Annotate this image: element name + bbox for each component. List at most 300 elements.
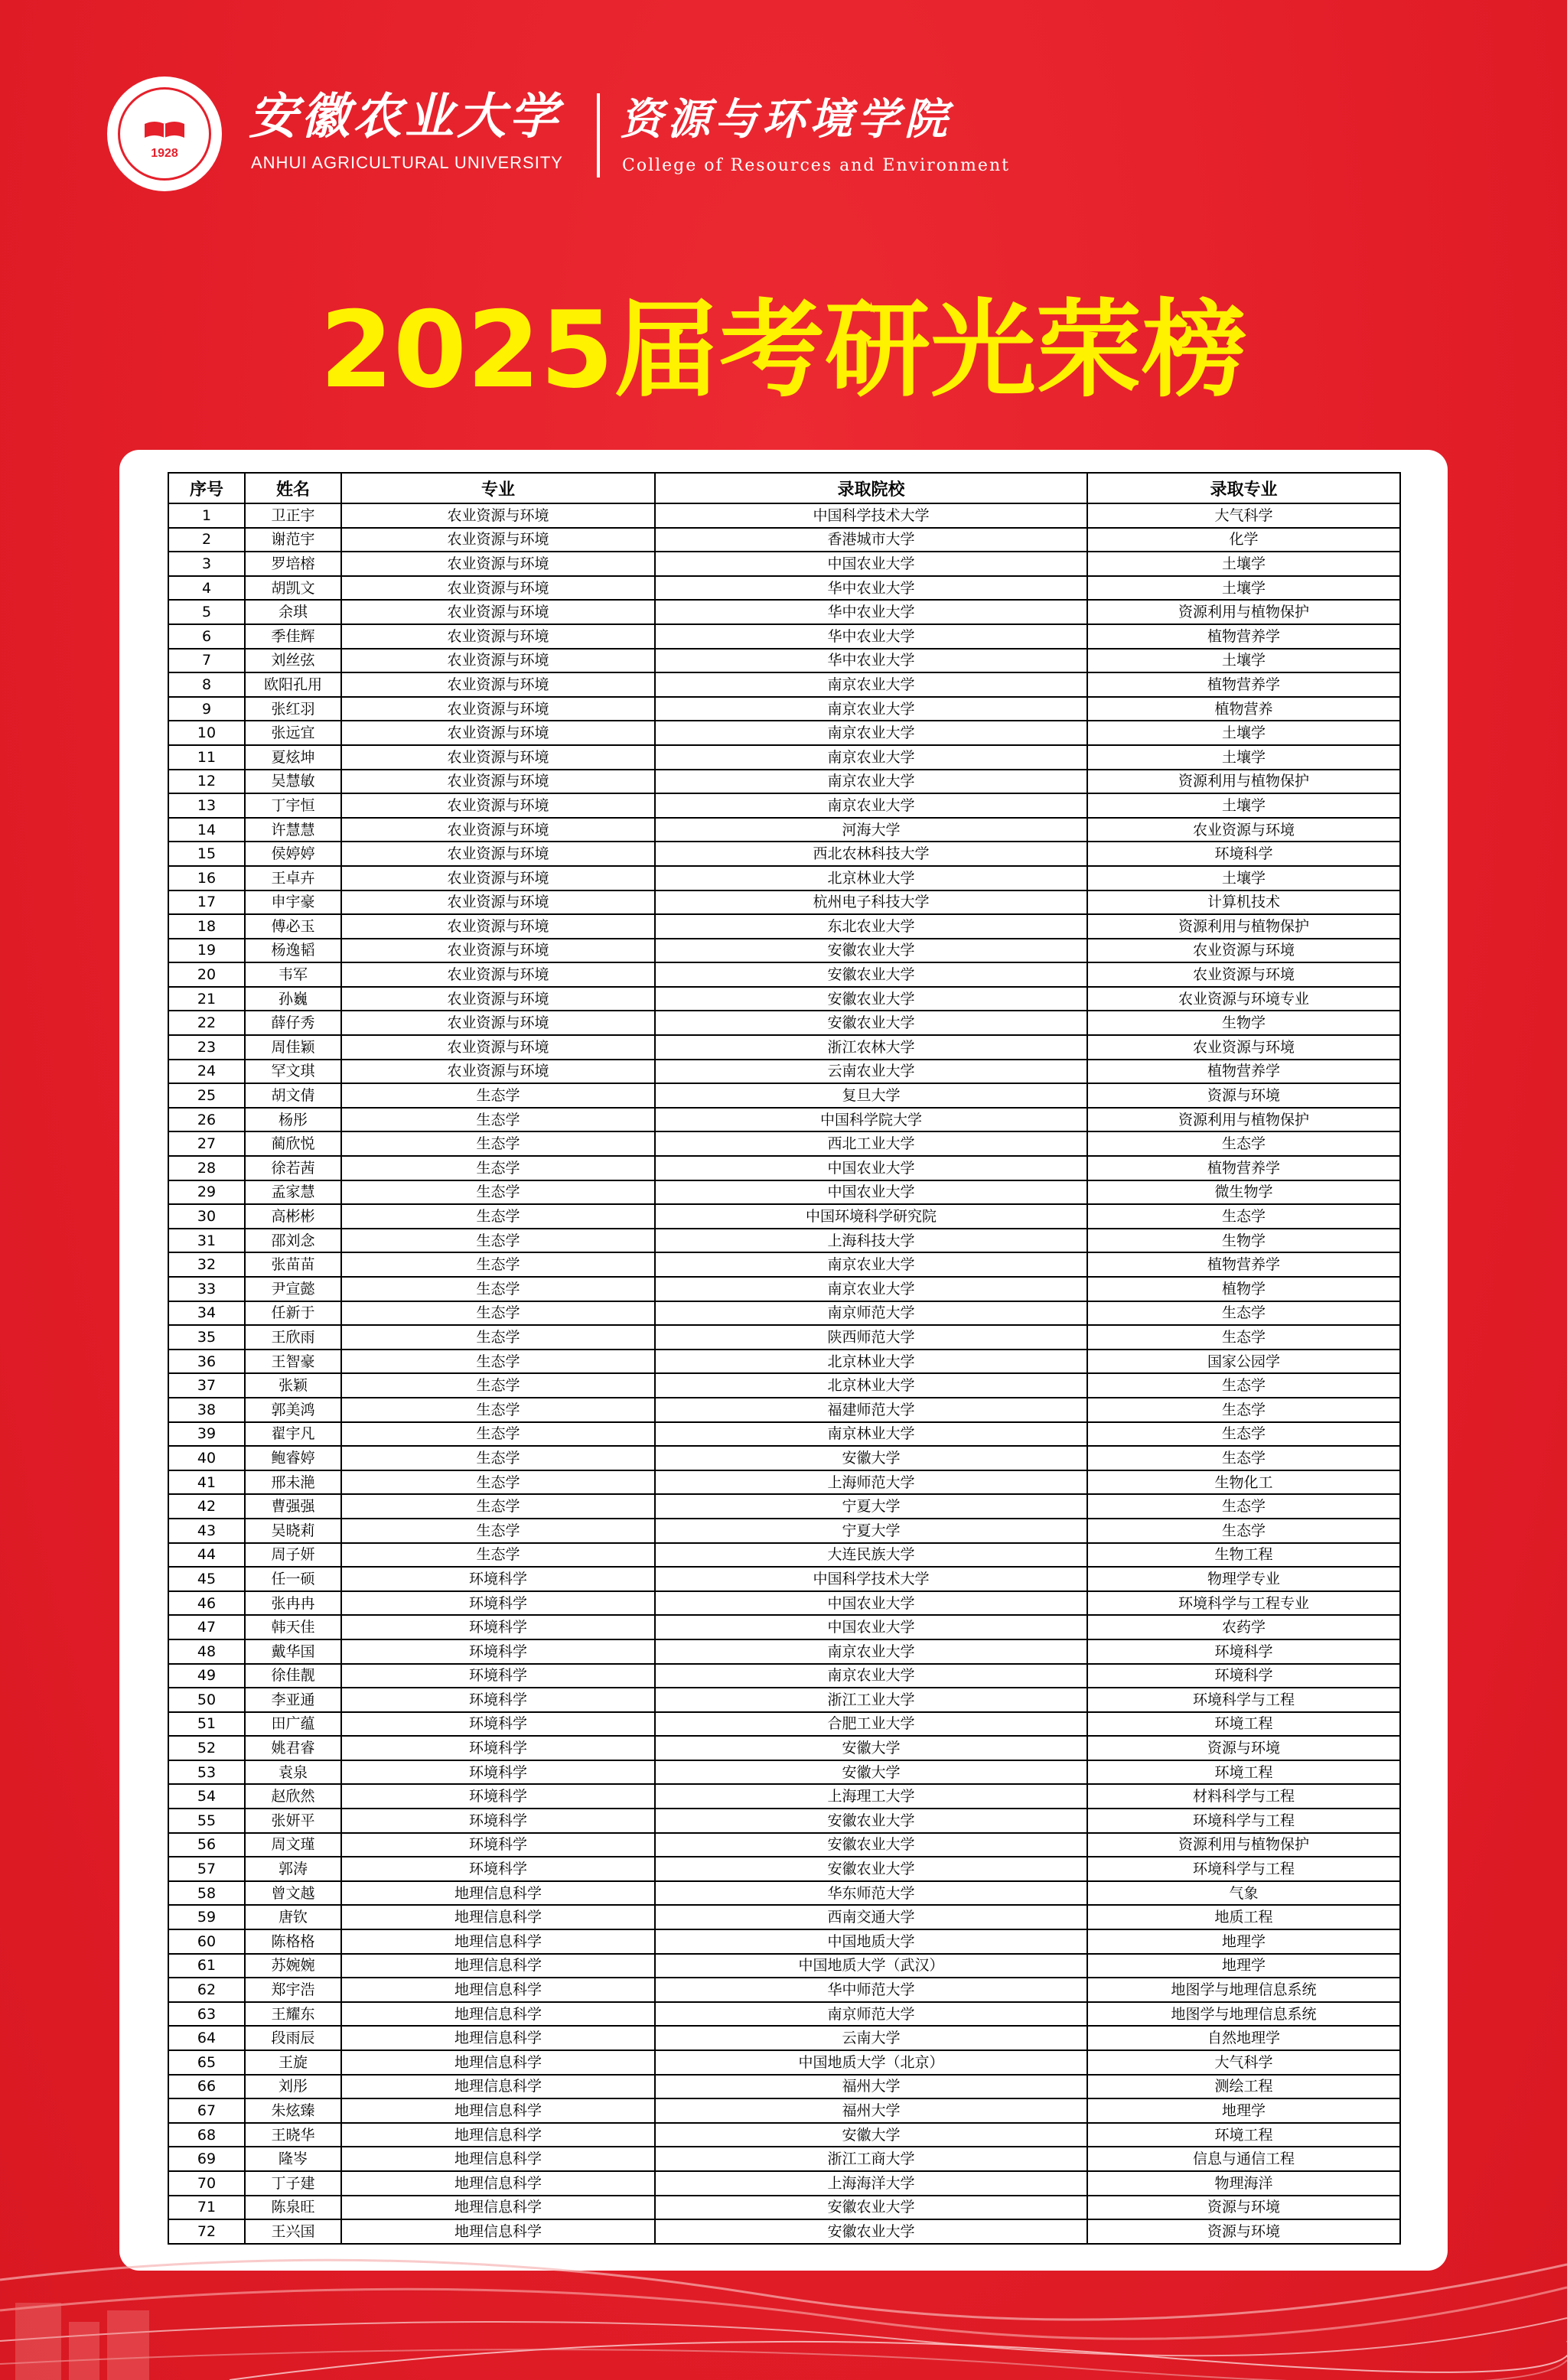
table-row bbox=[168, 1422, 1400, 1447]
cell-major: 农业资源与环境 bbox=[341, 793, 655, 818]
cell-admitted-school: 南京农业大学 bbox=[655, 1639, 1087, 1664]
cell-student-name: 赵欣然 bbox=[245, 1784, 341, 1809]
cell-major: 生态学 bbox=[341, 1229, 655, 1253]
cell-student-name: 苏婉婉 bbox=[245, 1954, 341, 1978]
table-row bbox=[168, 1060, 1400, 1084]
cell-admitted-major: 大气科学 bbox=[1087, 2050, 1400, 2075]
table-row bbox=[168, 1833, 1400, 1857]
cell-major: 地理信息科学 bbox=[341, 2171, 655, 2196]
cell-index: 10 bbox=[168, 721, 245, 745]
cell-admitted-major: 农业资源与环境 bbox=[1087, 818, 1400, 842]
cell-index: 16 bbox=[168, 866, 245, 890]
cell-index: 72 bbox=[168, 2219, 245, 2244]
table-row bbox=[168, 1446, 1400, 1470]
cell-index: 8 bbox=[168, 672, 245, 697]
cell-index: 25 bbox=[168, 1083, 245, 1108]
cell-index: 34 bbox=[168, 1301, 245, 1326]
cell-index: 69 bbox=[168, 2147, 245, 2171]
cell-student-name: 王欣雨 bbox=[245, 1325, 341, 1350]
cell-major: 地理信息科学 bbox=[341, 1929, 655, 1954]
table-row bbox=[168, 1712, 1400, 1737]
cell-index: 36 bbox=[168, 1350, 245, 1374]
cell-major: 环境科学 bbox=[341, 1664, 655, 1688]
cell-major: 农业资源与环境 bbox=[341, 745, 655, 770]
cell-major: 生态学 bbox=[341, 1131, 655, 1156]
cell-major: 农业资源与环境 bbox=[341, 624, 655, 649]
cell-admitted-major: 土壤学 bbox=[1087, 745, 1400, 770]
cell-admitted-major: 资源利用与植物保护 bbox=[1087, 1833, 1400, 1857]
cell-admitted-school: 南京农业大学 bbox=[655, 793, 1087, 818]
cell-major: 地理信息科学 bbox=[341, 1954, 655, 1978]
cell-student-name: 许慧慧 bbox=[245, 818, 341, 842]
cell-major: 农业资源与环境 bbox=[341, 866, 655, 890]
cell-student-name: 姚君睿 bbox=[245, 1736, 341, 1760]
cell-student-name: 张远宜 bbox=[245, 721, 341, 745]
cell-major: 农业资源与环境 bbox=[341, 672, 655, 697]
table-row bbox=[168, 1325, 1400, 1350]
cell-index: 65 bbox=[168, 2050, 245, 2075]
cell-student-name: 张冉冉 bbox=[245, 1591, 341, 1616]
cell-admitted-major: 生态学 bbox=[1087, 1301, 1400, 1326]
cell-major: 环境科学 bbox=[341, 1857, 655, 1881]
cell-index: 14 bbox=[168, 818, 245, 842]
cell-index: 67 bbox=[168, 2098, 245, 2123]
cell-admitted-school: 南京农业大学 bbox=[655, 1252, 1087, 1277]
cell-index: 70 bbox=[168, 2171, 245, 2196]
cell-student-name: 张颖 bbox=[245, 1373, 341, 1398]
cell-student-name: 刘丝弦 bbox=[245, 649, 341, 673]
university-name-cn: 安徽农业大学 bbox=[249, 88, 561, 145]
cell-student-name: 刘彤 bbox=[245, 2075, 341, 2099]
cell-admitted-major: 植物学 bbox=[1087, 1277, 1400, 1301]
cell-admitted-school: 华中师范大学 bbox=[655, 1978, 1087, 2002]
cell-index: 20 bbox=[168, 962, 245, 987]
cell-admitted-major: 资源利用与植物保护 bbox=[1087, 600, 1400, 624]
cell-major: 农业资源与环境 bbox=[341, 914, 655, 939]
cell-index: 63 bbox=[168, 2002, 245, 2027]
cell-major: 环境科学 bbox=[341, 1639, 655, 1664]
cell-admitted-major: 化学 bbox=[1087, 528, 1400, 552]
cell-admitted-major: 计算机技术 bbox=[1087, 890, 1400, 915]
cell-admitted-school: 南京农业大学 bbox=[655, 697, 1087, 721]
cell-major: 生态学 bbox=[341, 1252, 655, 1277]
cell-major: 地理信息科学 bbox=[341, 2026, 655, 2050]
cell-student-name: 周文瑾 bbox=[245, 1833, 341, 1857]
cell-student-name: 陈格格 bbox=[245, 1929, 341, 1954]
cell-index: 26 bbox=[168, 1108, 245, 1132]
cell-admitted-school: 安徽农业大学 bbox=[655, 1011, 1087, 1035]
cell-student-name: 任一硕 bbox=[245, 1567, 341, 1591]
cell-student-name: 王兴国 bbox=[245, 2219, 341, 2244]
cell-index: 56 bbox=[168, 1833, 245, 1857]
table-row bbox=[168, 1131, 1400, 1156]
cell-admitted-school: 安徽农业大学 bbox=[655, 1833, 1087, 1857]
college-name-cn: 资源与环境学院 bbox=[620, 94, 952, 145]
cell-admitted-major: 生态学 bbox=[1087, 1422, 1400, 1447]
cell-admitted-major: 环境工程 bbox=[1087, 1712, 1400, 1737]
table-row bbox=[168, 1954, 1400, 1978]
cell-student-name: 戴华国 bbox=[245, 1639, 341, 1664]
cell-admitted-major: 农业资源与环境 bbox=[1087, 962, 1400, 987]
cell-admitted-major: 地图学与地理信息系统 bbox=[1087, 2002, 1400, 2027]
cell-major: 农业资源与环境 bbox=[341, 697, 655, 721]
cell-admitted-school: 浙江农林大学 bbox=[655, 1035, 1087, 1060]
cell-major: 生态学 bbox=[341, 1301, 655, 1326]
table-row bbox=[168, 1470, 1400, 1495]
cell-admitted-major: 气象 bbox=[1087, 1881, 1400, 1906]
table-row bbox=[168, 576, 1400, 601]
cell-admitted-major: 环境科学 bbox=[1087, 842, 1400, 866]
cell-admitted-major: 资源利用与植物保护 bbox=[1087, 914, 1400, 939]
cell-admitted-school: 南京师范大学 bbox=[655, 2002, 1087, 2027]
cell-index: 46 bbox=[168, 1591, 245, 1616]
cell-admitted-school: 陕西师范大学 bbox=[655, 1325, 1087, 1350]
cell-major: 地理信息科学 bbox=[341, 2002, 655, 2027]
cell-index: 48 bbox=[168, 1639, 245, 1664]
cell-major: 农业资源与环境 bbox=[341, 1035, 655, 1060]
cell-index: 37 bbox=[168, 1373, 245, 1398]
table-row bbox=[168, 2098, 1400, 2123]
cell-student-name: 李亚通 bbox=[245, 1688, 341, 1712]
cell-major: 生态学 bbox=[341, 1325, 655, 1350]
cell-index: 27 bbox=[168, 1131, 245, 1156]
cell-admitted-major: 生态学 bbox=[1087, 1325, 1400, 1350]
cell-admitted-school: 北京林业大学 bbox=[655, 1373, 1087, 1398]
cell-admitted-school: 中国农业大学 bbox=[655, 1615, 1087, 1639]
cell-student-name: 任新于 bbox=[245, 1301, 341, 1326]
cell-admitted-major: 土壤学 bbox=[1087, 866, 1400, 890]
cell-major: 生态学 bbox=[341, 1519, 655, 1543]
cell-student-name: 王卓卉 bbox=[245, 866, 341, 890]
decorative-waves bbox=[0, 2188, 1567, 2380]
cell-student-name: 鲍睿婷 bbox=[245, 1446, 341, 1470]
column-header-admitted-major: 录取专业 bbox=[1087, 473, 1400, 503]
cell-admitted-major: 地理学 bbox=[1087, 1929, 1400, 1954]
cell-major: 生态学 bbox=[341, 1083, 655, 1108]
cell-admitted-school: 南京林业大学 bbox=[655, 1422, 1087, 1447]
table-row bbox=[168, 649, 1400, 673]
cell-admitted-school: 北京林业大学 bbox=[655, 1350, 1087, 1374]
cell-student-name: 杨彤 bbox=[245, 1108, 341, 1132]
cell-major: 生态学 bbox=[341, 1446, 655, 1470]
cell-admitted-school: 南京师范大学 bbox=[655, 1301, 1087, 1326]
cell-major: 生态学 bbox=[341, 1108, 655, 1132]
cell-admitted-school: 中国农业大学 bbox=[655, 552, 1087, 576]
cell-major: 农业资源与环境 bbox=[341, 503, 655, 528]
cell-admitted-school: 安徽大学 bbox=[655, 1736, 1087, 1760]
cell-index: 19 bbox=[168, 939, 245, 963]
cell-admitted-school: 南京农业大学 bbox=[655, 770, 1087, 794]
cell-student-name: 孙巍 bbox=[245, 987, 341, 1011]
cell-student-name: 张妍平 bbox=[245, 1809, 341, 1833]
cell-admitted-school: 安徽大学 bbox=[655, 2123, 1087, 2147]
cell-admitted-school: 上海师范大学 bbox=[655, 1470, 1087, 1495]
cell-admitted-school: 南京农业大学 bbox=[655, 672, 1087, 697]
cell-student-name: 郑宇浩 bbox=[245, 1978, 341, 2002]
table-row bbox=[168, 503, 1400, 528]
cell-admitted-major: 自然地理学 bbox=[1087, 2026, 1400, 2050]
cell-index: 52 bbox=[168, 1736, 245, 1760]
cell-admitted-major: 植物营养学 bbox=[1087, 1252, 1400, 1277]
cell-major: 生态学 bbox=[341, 1277, 655, 1301]
cell-admitted-school: 安徽农业大学 bbox=[655, 939, 1087, 963]
cell-index: 58 bbox=[168, 1881, 245, 1906]
table-row bbox=[168, 1736, 1400, 1760]
cell-major: 环境科学 bbox=[341, 1760, 655, 1785]
roster-card bbox=[119, 450, 1448, 2271]
university-name-en: ANHUI AGRICULTURAL UNIVERSITY bbox=[251, 153, 563, 172]
cell-admitted-major: 国家公园学 bbox=[1087, 1350, 1400, 1374]
cell-admitted-school: 中国地质大学 bbox=[655, 1929, 1087, 1954]
cell-admitted-school: 华东师范大学 bbox=[655, 1881, 1087, 1906]
table-row bbox=[168, 793, 1400, 818]
cell-admitted-school: 复旦大学 bbox=[655, 1083, 1087, 1108]
cell-student-name: 陈泉旺 bbox=[245, 2196, 341, 2220]
cell-major: 农业资源与环境 bbox=[341, 1060, 655, 1084]
table-body bbox=[168, 503, 1400, 2244]
cell-admitted-major: 生态学 bbox=[1087, 1373, 1400, 1398]
cell-student-name: 高彬彬 bbox=[245, 1204, 341, 1229]
cell-major: 生态学 bbox=[341, 1373, 655, 1398]
table-row bbox=[168, 1204, 1400, 1229]
cell-index: 30 bbox=[168, 1204, 245, 1229]
cell-student-name: 田广蕴 bbox=[245, 1712, 341, 1737]
cell-admitted-major: 资源利用与植物保护 bbox=[1087, 770, 1400, 794]
cell-student-name: 吴晓莉 bbox=[245, 1519, 341, 1543]
cell-admitted-school: 大连民族大学 bbox=[655, 1543, 1087, 1568]
cell-admitted-major: 生物工程 bbox=[1087, 1543, 1400, 1568]
cell-major: 农业资源与环境 bbox=[341, 649, 655, 673]
table-row bbox=[168, 600, 1400, 624]
cell-student-name: 翟宇凡 bbox=[245, 1422, 341, 1447]
cell-index: 59 bbox=[168, 1905, 245, 1929]
table-row bbox=[168, 770, 1400, 794]
table-row bbox=[168, 818, 1400, 842]
cell-admitted-major: 资源与环境 bbox=[1087, 2196, 1400, 2220]
cell-student-name: 隆岑 bbox=[245, 2147, 341, 2171]
table-row bbox=[168, 987, 1400, 1011]
cell-admitted-major: 农业资源与环境 bbox=[1087, 939, 1400, 963]
cell-student-name: 尹宣懿 bbox=[245, 1277, 341, 1301]
cell-student-name: 欧阳孔用 bbox=[245, 672, 341, 697]
cell-index: 3 bbox=[168, 552, 245, 576]
cell-major: 农业资源与环境 bbox=[341, 1011, 655, 1035]
cell-student-name: 谢范宇 bbox=[245, 528, 341, 552]
cell-admitted-major: 生物学 bbox=[1087, 1229, 1400, 1253]
cell-admitted-major: 地质工程 bbox=[1087, 1905, 1400, 1929]
cell-major: 地理信息科学 bbox=[341, 2098, 655, 2123]
cell-student-name: 侯婷婷 bbox=[245, 842, 341, 866]
cell-student-name: 夏炫坤 bbox=[245, 745, 341, 770]
cell-admitted-major: 生物化工 bbox=[1087, 1470, 1400, 1495]
cell-index: 43 bbox=[168, 1519, 245, 1543]
cell-student-name: 徐若茜 bbox=[245, 1156, 341, 1180]
cell-index: 62 bbox=[168, 1978, 245, 2002]
cell-major: 农业资源与环境 bbox=[341, 721, 655, 745]
cell-admitted-school: 宁夏大学 bbox=[655, 1519, 1087, 1543]
cell-admitted-major: 微生物学 bbox=[1087, 1180, 1400, 1205]
cell-major: 农业资源与环境 bbox=[341, 987, 655, 1011]
cell-index: 2 bbox=[168, 528, 245, 552]
cell-admitted-school: 华中农业大学 bbox=[655, 576, 1087, 601]
cell-student-name: 卫正宇 bbox=[245, 503, 341, 528]
book-icon bbox=[143, 119, 186, 141]
table-row bbox=[168, 1035, 1400, 1060]
cell-admitted-school: 安徽农业大学 bbox=[655, 2196, 1087, 2220]
table-row bbox=[168, 672, 1400, 697]
table-row bbox=[168, 1156, 1400, 1180]
cell-admitted-school: 中国科学技术大学 bbox=[655, 503, 1087, 528]
cell-admitted-school: 云南农业大学 bbox=[655, 1060, 1087, 1084]
cell-admitted-school: 南京农业大学 bbox=[655, 1664, 1087, 1688]
cell-admitted-major: 材料科学与工程 bbox=[1087, 1784, 1400, 1809]
cell-index: 31 bbox=[168, 1229, 245, 1253]
cell-admitted-school: 浙江工商大学 bbox=[655, 2147, 1087, 2171]
cell-major: 地理信息科学 bbox=[341, 2123, 655, 2147]
cell-index: 35 bbox=[168, 1325, 245, 1350]
cell-admitted-major: 生态学 bbox=[1087, 1131, 1400, 1156]
cell-major: 农业资源与环境 bbox=[341, 528, 655, 552]
cell-major: 地理信息科学 bbox=[341, 1978, 655, 2002]
table-row bbox=[168, 1978, 1400, 2002]
table-row bbox=[168, 1760, 1400, 1785]
table-row bbox=[168, 2026, 1400, 2050]
table-row bbox=[168, 1639, 1400, 1664]
cell-admitted-school: 中国科学院大学 bbox=[655, 1108, 1087, 1132]
table-row bbox=[168, 914, 1400, 939]
cell-student-name: 申宇豪 bbox=[245, 890, 341, 915]
admission-table bbox=[168, 472, 1401, 2245]
cell-index: 32 bbox=[168, 1252, 245, 1277]
cell-admitted-school: 中国农业大学 bbox=[655, 1180, 1087, 1205]
cell-student-name: 郭美鸿 bbox=[245, 1398, 341, 1422]
table-row bbox=[168, 1857, 1400, 1881]
page-title: 2025届考研光荣榜 bbox=[319, 288, 1248, 412]
cell-index: 9 bbox=[168, 697, 245, 721]
table-row bbox=[168, 1664, 1400, 1688]
cell-admitted-major: 生物学 bbox=[1087, 1011, 1400, 1035]
cell-student-name: 韩天佳 bbox=[245, 1615, 341, 1639]
table-row bbox=[168, 1543, 1400, 1568]
cell-index: 53 bbox=[168, 1760, 245, 1785]
cell-admitted-major: 植物营养学 bbox=[1087, 1156, 1400, 1180]
cell-major: 生态学 bbox=[341, 1180, 655, 1205]
cell-admitted-school: 安徽农业大学 bbox=[655, 1809, 1087, 1833]
cell-admitted-major: 测绘工程 bbox=[1087, 2075, 1400, 2099]
cell-admitted-school: 华中农业大学 bbox=[655, 624, 1087, 649]
cell-major: 环境科学 bbox=[341, 1712, 655, 1737]
cell-index: 33 bbox=[168, 1277, 245, 1301]
cell-admitted-major: 环境科学与工程 bbox=[1087, 1809, 1400, 1833]
cell-index: 23 bbox=[168, 1035, 245, 1060]
cell-admitted-school: 上海科技大学 bbox=[655, 1229, 1087, 1253]
cell-student-name: 吴慧敏 bbox=[245, 770, 341, 794]
cell-major: 农业资源与环境 bbox=[341, 770, 655, 794]
cell-index: 57 bbox=[168, 1857, 245, 1881]
cell-admitted-major: 资源利用与植物保护 bbox=[1087, 1108, 1400, 1132]
cell-admitted-major: 土壤学 bbox=[1087, 649, 1400, 673]
cell-admitted-major: 生态学 bbox=[1087, 1204, 1400, 1229]
cell-index: 45 bbox=[168, 1567, 245, 1591]
table-row bbox=[168, 1494, 1400, 1519]
cell-student-name: 张苗苗 bbox=[245, 1252, 341, 1277]
cell-admitted-major: 大气科学 bbox=[1087, 503, 1400, 528]
table-row bbox=[168, 1905, 1400, 1929]
college-name-en: College of Resources and Environment bbox=[622, 156, 1010, 175]
table-row bbox=[168, 1881, 1400, 1906]
cell-major: 生态学 bbox=[341, 1543, 655, 1568]
table-header-row bbox=[168, 473, 1400, 503]
cell-admitted-school: 福州大学 bbox=[655, 2098, 1087, 2123]
cell-admitted-major: 信息与通信工程 bbox=[1087, 2147, 1400, 2171]
cell-admitted-major: 地理学 bbox=[1087, 1954, 1400, 1978]
cell-major: 生态学 bbox=[341, 1350, 655, 1374]
cell-admitted-major: 生态学 bbox=[1087, 1494, 1400, 1519]
cell-admitted-school: 安徽农业大学 bbox=[655, 987, 1087, 1011]
cell-major: 环境科学 bbox=[341, 1784, 655, 1809]
cell-major: 地理信息科学 bbox=[341, 2219, 655, 2244]
cell-student-name: 王晓华 bbox=[245, 2123, 341, 2147]
cell-admitted-school: 浙江工业大学 bbox=[655, 1688, 1087, 1712]
cell-index: 61 bbox=[168, 1954, 245, 1978]
cell-major: 环境科学 bbox=[341, 1567, 655, 1591]
cell-index: 11 bbox=[168, 745, 245, 770]
header-divider bbox=[597, 93, 600, 177]
table-row bbox=[168, 1301, 1400, 1326]
cell-index: 24 bbox=[168, 1060, 245, 1084]
cell-index: 7 bbox=[168, 649, 245, 673]
cell-index: 39 bbox=[168, 1422, 245, 1447]
cell-student-name: 罗培榕 bbox=[245, 552, 341, 576]
cell-student-name: 丁宇恒 bbox=[245, 793, 341, 818]
cell-admitted-school: 南京农业大学 bbox=[655, 745, 1087, 770]
table-row bbox=[168, 962, 1400, 987]
cell-student-name: 胡凯文 bbox=[245, 576, 341, 601]
cell-major: 生态学 bbox=[341, 1470, 655, 1495]
cell-index: 68 bbox=[168, 2123, 245, 2147]
cell-student-name: 曾文越 bbox=[245, 1881, 341, 1906]
cell-major: 环境科学 bbox=[341, 1736, 655, 1760]
cell-index: 28 bbox=[168, 1156, 245, 1180]
cell-admitted-major: 环境科学与工程 bbox=[1087, 1857, 1400, 1881]
cell-admitted-major: 生态学 bbox=[1087, 1398, 1400, 1422]
cell-student-name: 胡文倩 bbox=[245, 1083, 341, 1108]
cell-major: 地理信息科学 bbox=[341, 2050, 655, 2075]
table-row bbox=[168, 2075, 1400, 2099]
cell-index: 55 bbox=[168, 1809, 245, 1833]
cell-admitted-major: 环境科学 bbox=[1087, 1664, 1400, 1688]
cell-student-name: 薛仔秀 bbox=[245, 1011, 341, 1035]
table-row bbox=[168, 1011, 1400, 1035]
cell-admitted-major: 植物营养学 bbox=[1087, 1060, 1400, 1084]
cell-admitted-school: 安徽大学 bbox=[655, 1760, 1087, 1785]
cell-admitted-major: 农业资源与环境 bbox=[1087, 1035, 1400, 1060]
cell-major: 农业资源与环境 bbox=[341, 890, 655, 915]
cell-student-name: 邵刘念 bbox=[245, 1229, 341, 1253]
cell-index: 40 bbox=[168, 1446, 245, 1470]
cell-admitted-school: 西南交通大学 bbox=[655, 1905, 1087, 1929]
column-header-index: 序号 bbox=[168, 473, 245, 503]
cell-student-name: 王旋 bbox=[245, 2050, 341, 2075]
cell-index: 5 bbox=[168, 600, 245, 624]
cell-major: 农业资源与环境 bbox=[341, 600, 655, 624]
cell-student-name: 蔺欣悦 bbox=[245, 1131, 341, 1156]
cell-admitted-school: 南京农业大学 bbox=[655, 1277, 1087, 1301]
cell-admitted-major: 生态学 bbox=[1087, 1519, 1400, 1543]
cell-student-name: 韦军 bbox=[245, 962, 341, 987]
cell-student-name: 唐钦 bbox=[245, 1905, 341, 1929]
column-header-major: 专业 bbox=[341, 473, 655, 503]
